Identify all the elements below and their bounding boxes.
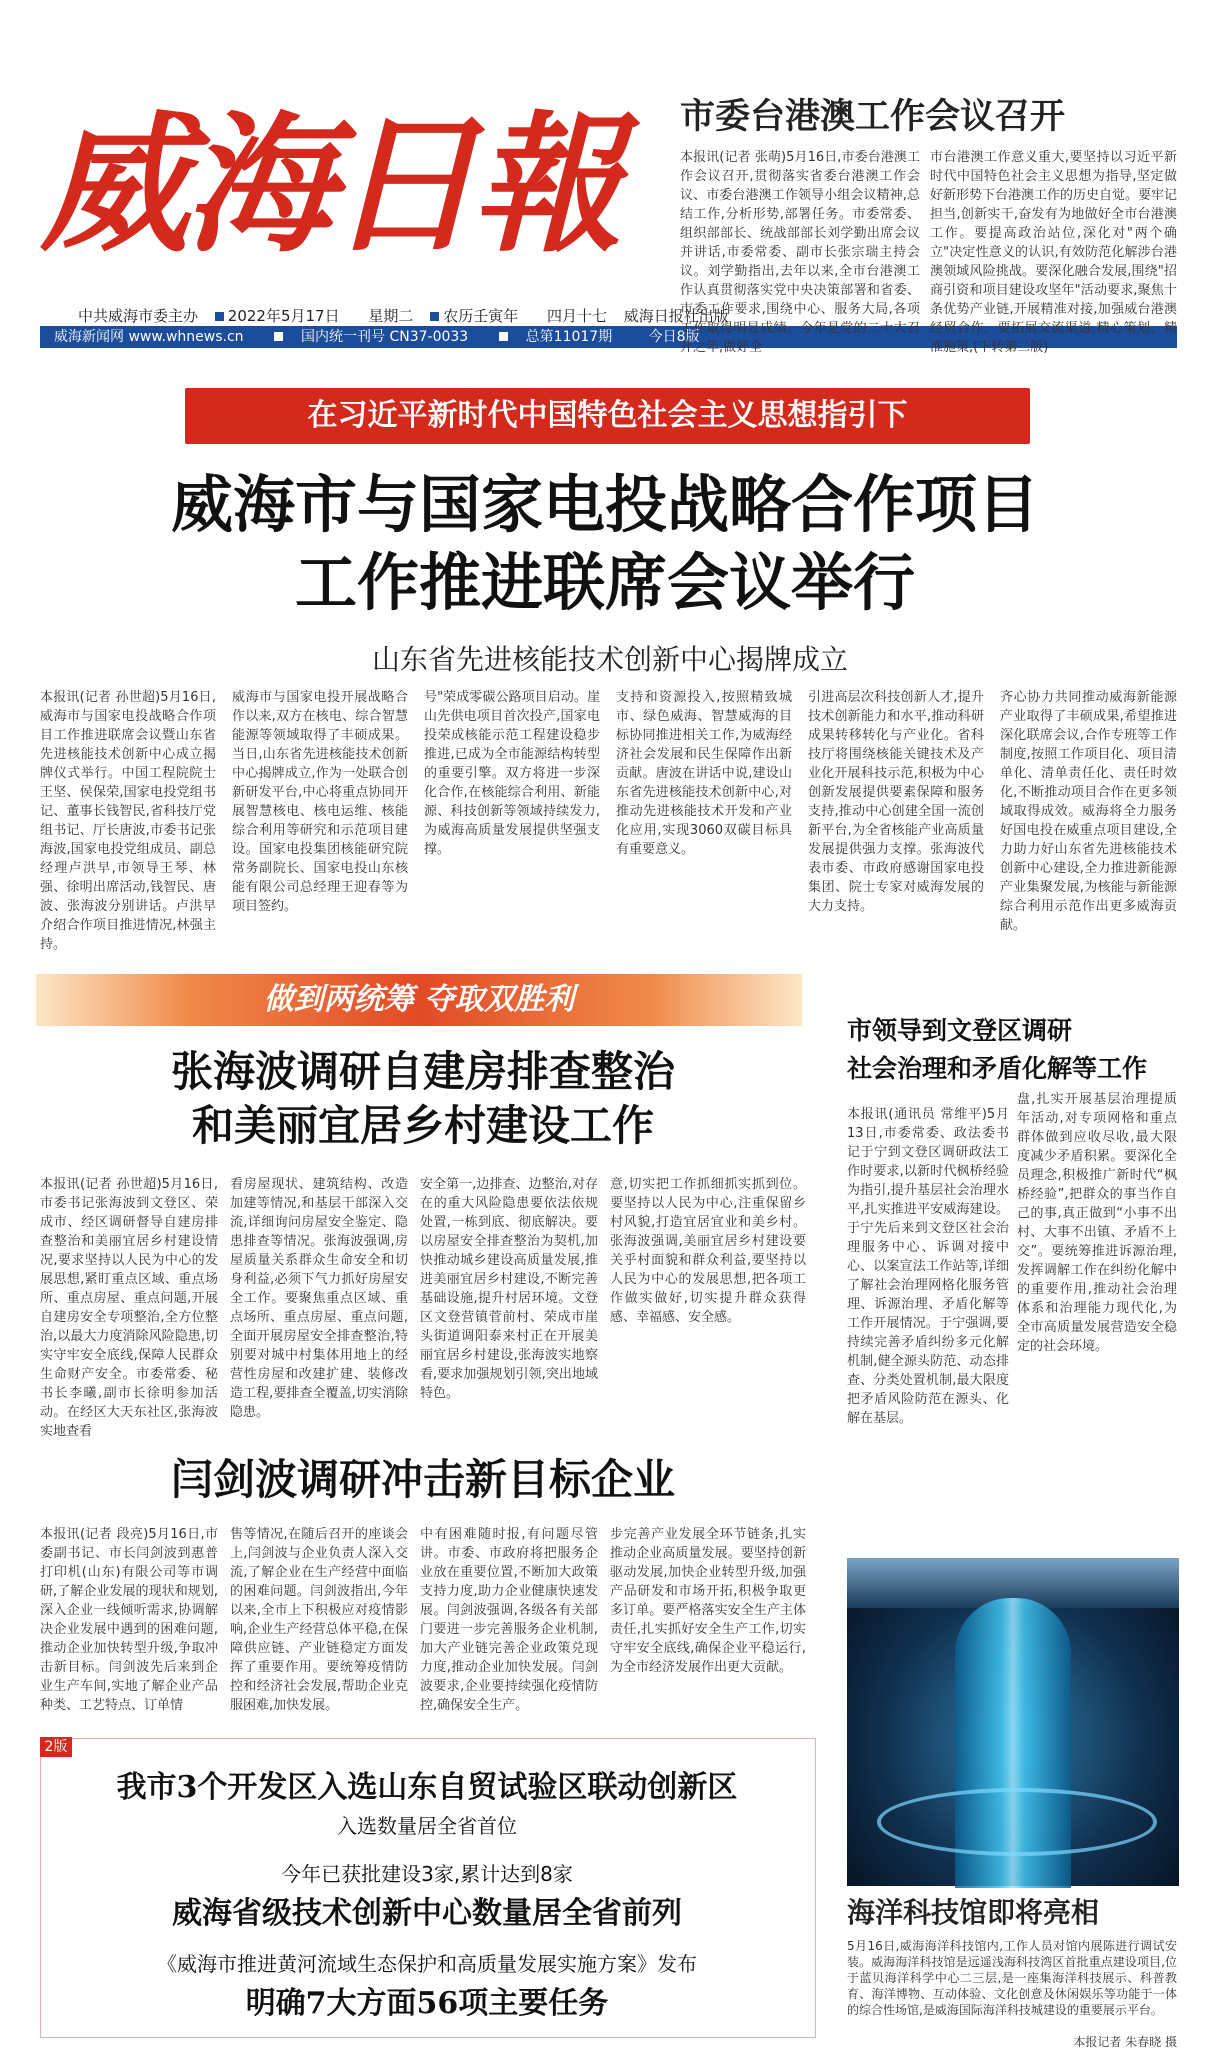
page-2-label: 2版 bbox=[40, 1737, 72, 1757]
city-leader-col-2: 盘,扎实开展基层治理提质年活动,对专项网格和重点群体做到应收尽收,最大限度减少矛盾积累。要深化全员理念,积极推广新时代“枫桥经验”,把群众的事当作自己的事,真正做到“小事不出村、大事不出镇、矛盾不上交”。要统筹推进诉源治理,发挥调解工作在纠纷化解中的重要作用,推动社会治理体系和治理能力现代化,为全市高质量发展营造安全稳定的社会环境。 bbox=[1017, 1092, 1177, 1354]
masthead-logo: 威海日報 bbox=[40, 97, 617, 273]
lead-col-6: 齐心协力共同推动威海新能源产业取得了丰硕成果,希望推进深化联席会议,合作专班等工作制度,按照工作项目化、项目清单化、清单责任化、责任时效化,不断推动项目合作在更多领域取得成效。威海将全力服务好国电投在威重点项目建设,全力助力好山东省先进核能技术创新中心建设,全力推进新能源产业集聚发展,为核能与新能源综合利用示范作出更多威海贡献。 bbox=[1000, 690, 1177, 933]
lead-banner: 在习近平新时代中国特色社会主义思想指引下 bbox=[185, 388, 1030, 444]
publication-line bbox=[78, 306, 729, 326]
zhang-col-3: 安全第一,边排查、边整治,对存在的重大风险隐患要依法依规处置,一栋到底、彻底解决。要以房屋安全排查整治为契机,加快推动城乡建设高质量发展,推进美丽宜居乡村建设,不断完善基础设施,提升村居环境。文登区文登营镇菅前村、荣成市崖头街道调阳泰来村正在开展美丽宜居乡村建设,张海波实地察看,要求加强规划引领,突出地域特色。 bbox=[420, 1177, 598, 1401]
top-story-headline[interactable]: 市委台港澳工作会议召开 bbox=[680, 96, 1066, 137]
lunar-year: 农历壬寅年 bbox=[443, 307, 519, 325]
city-leader-headline-line-1: 市领导到文登区调研 bbox=[847, 1016, 1073, 1045]
top-story-col-1: 本报讯(记者 张萌)5月16日,市委台港澳工作会议召开,贯彻落实省委台港澳工作会议、市委台港澳工作领导小组会议精神,总结工作,分析形势,部署任务。市委常委、组织部部长、统战部部长刘学勤出席会议并讲话,市委常委、副市长张宗瑞主持会议。刘学勤指出,去年以来,全市台港澳工作认真贯彻落实党中央决策部署和省委、市委工作要求,围绕中心、服务大局,各项工作取得明显成绩。今年是党的二十大召开之年,做好全 bbox=[680, 150, 920, 355]
index-subline-1: 入选数量居全省首位 bbox=[337, 1814, 517, 1838]
yan-headline[interactable]: 闫剑波调研冲击新目标企业 bbox=[170, 1455, 675, 1504]
index-preline-2: 今年已获批建设3家,累计达到8家 bbox=[281, 1862, 573, 1886]
lead-headline-line-1: 威海市与国家电投战略合作项目 bbox=[170, 468, 1039, 541]
website-link[interactable]: 威海新闻网 www.whnews.cn bbox=[54, 329, 244, 345]
zhang-headline-line-2: 和美丽宜居乡村建设工作 bbox=[191, 1101, 654, 1150]
lead-col-5: 引进高层次科技创新人才,提升技术创新能力和水平,推动科研成果转移转化与产业化。省科技厅将围绕核能关键技术及产业化开展科技示范,积极为中心创新发展提供要素保障和服务支持,推动中心创建全国一流创新平台,为全省核能产业高质量发展提供强力支撑。张海波代表市委、市政府感谢国家电投集团、院士专家对威海发展的大力支持。 bbox=[808, 690, 984, 914]
lead-headline[interactable] bbox=[80, 466, 1130, 626]
photo-caption: 5月16日,威海海洋科技馆内,工作人员对馆内展陈进行调试安装。威海海洋科技馆是远遥浅海科技湾区首批重点建设项目,位于蓝贝海洋科学中心二三层,是一座集海洋科技展示、科普教育、海洋博物、互动体验、文化创意及休闲娱乐等功能于一体的综合性场馆,是威海国际海洋科技城建设的重要展示平台。 bbox=[847, 1939, 1177, 2017]
publisher: 中共威海市委主办 bbox=[78, 307, 199, 325]
photo-credit: 本报记者 朱春晓 摄 bbox=[1073, 2035, 1177, 2049]
city-leader-headline[interactable] bbox=[847, 1012, 1177, 1102]
issn: 国内统一刊号 CN37-0033 bbox=[301, 329, 469, 345]
zhang-col-2: 看房屋现状、建筑结构、改造加建等情况,和基层干部深入交流,详细询问房屋安全鉴定、隐患排查等情况。张海波强调,房屋质量关系群众生命安全和切身利益,必须下气力抓好房屋安全工作。要聚焦重点区域、重点场所、重点房屋、重点问题,全面开展房屋安全排查整治,特别要对城中村集体用地上的经营性房屋和改建扩建、装修改造工程,要排查全覆盖,切实消除隐患。 bbox=[230, 1177, 408, 1420]
city-leader-col-1: 本报讯(通讯员 常维平)5月13日,市委常委、政法委书记于宁到文登区调研政法工作时要求,以新时代枫桥经验为指引,提升基层社会治理水平,扎实推进平安威海建设。于宁先后来到文登区社会治理服务中心、诉调对接中心、以案宣法工作站等,详细了解社会治理网格化服务管理、诉源治理、矛盾化解等工作开展情况。于宁强调,要持续完善矛盾纠纷多元化解机制,健全源头防范、动态排查、分类处置机制,最大限度把矛盾风险防范在源头、化解在基层。 bbox=[847, 1107, 1009, 1426]
top-story-col-2: 市台港澳工作意义重大,要坚持以习近平新时代中国特色社会主义思想为指导,坚定做好新形势下台港澳工作的历史自觉。要牢记担当,创新实干,奋发有为地做好全市台港澳工作。要提高政治站位,深化对"两个确立"决定性意义的认识,有效防范化解涉台港澳领域风险挑战。要深化融合发展,围绕"招商引资和项目建设攻坚年"活动要求,聚焦十条优势产业链,开展精准对接,加强威台港澳经贸合作。要拓展交流渠道,精心策划、精准施策,(下转第二版) bbox=[930, 150, 1178, 355]
photo-headline[interactable]: 海洋科技馆即将亮相 bbox=[847, 1896, 1100, 1929]
city-leader-headline-line-2: 社会治理和矛盾化解等工作 bbox=[847, 1054, 1148, 1083]
index-headline-3[interactable]: 明确7大方面56项主要任务 bbox=[245, 1986, 609, 2021]
issue-date: 2022年5月17日 bbox=[227, 307, 340, 325]
weekday: 星期二 bbox=[368, 307, 414, 325]
zhang-col-4: 意,切实把工作抓细抓实抓到位。要坚持以人民为中心,注重保留乡村风貌,打造宜居宜业和美乡村。张海波强调,美丽宜居乡村建设要关乎村面貌和群众利益,要坚持以人民为中心的发展思想,把各项工作做实做好,切实提升群众获得感、幸福感、安全感。 bbox=[610, 1177, 806, 1325]
yan-col-3: 中有困难随时报,有问题尽管讲。市委、市政府将把服务企业放在重要位置,不断加大政策支持力度,助力企业健康快速发展。闫剑波强调,各级各有关部门要进一步完善服务企业机制,加大产业链完善企业政策兑现力度,推动企业加快发展。闫剑波要求,企业要持续强化疫情防控,确保安全生产。 bbox=[420, 1527, 598, 1713]
lead-col-3: 号"荣成零碳公路项目启动。崖山先供电项目首次投产,国家电投荣成核能示范工程建设稳步推进,已成为全市能源结构转型的重要引擎。双方将进一步深化合作,在核能综合利用、新能源、科技创新等领域持续发力,为威海高质量发展提供坚强支撑。 bbox=[424, 690, 600, 857]
yan-col-2: 售等情况,在随后召开的座谈会上,闫剑波与企业负责人深入交流,了解企业在生产经营中面临的困难问题。闫剑波指出,今年以来,全市上下积极应对疫情影响,企业生产经营总体平稳,在保障供应链、产业链稳定方面发挥了重要作用。要统筹疫情防控和经济社会发展,帮助企业克服困难,加快发展。 bbox=[230, 1527, 408, 1713]
yan-col-4: 步完善产业发展全环节链条,扎实推动企业高质量发展。要坚持创新驱动发展,加快企业转型升级,加强产品研发和市场开拓,积极争取更多订单。要严格落实安全生产主体责任,扎实抓好安全生产工作,切实守牢安全底线,确保企业平稳运行,为全市经济发展作出更大贡献。 bbox=[610, 1527, 806, 1675]
lead-col-1: 本报讯(记者 孙世超)5月16日,威海市与国家电投战略合作项目工作推进联席会议暨山东省先进核能技术创新中心成立揭牌仪式举行。中国工程院院士王坚、侯保荣,国家电投党组书记、董事长钱智民,省科技厅党组书记、厅长唐波,市委书记张海波,国家电投党组成员、副总经理卢洪早,市领导王琴、林强、徐明出席活动,钱智民、唐波、张海波分别讲话。卢洪早介绍合作项目推进情况,林强主持。 bbox=[40, 690, 216, 952]
page-count: 今日8版 bbox=[648, 329, 700, 345]
lead-col-4: 支持和资源投入,按照精致城市、绿色威海、智慧威海的目标协同推进相关工作,为威海经济社会发展和民生保障作出新贡献。唐波在讲话中说,建设山东省先进核能技术创新中心,对推动先进核能技术开发和产业化应用,实现3060双碳目标具有重要意义。 bbox=[616, 690, 792, 857]
lead-headline-line-2: 工作推进联席会议举行 bbox=[294, 546, 915, 619]
zhang-col-1: 本报讯(记者 孙世超)5月16日,市委书记张海波到文登区、荣成市、经区调研督导自建房排查整治和美丽宜居乡村建设情况,要求坚持以人民为中心的发展思想,紧盯重点区域、重点场所、重点房屋、重点问题,开展自建房安全专项整治,全方位整治,以最大力度消除风险隐患,切实守牢安全底线,保障人民群众生命财产安全。市委常委、秘书长李曦,副市长徐明参加活动。在经区大天东社区,张海波实地查看 bbox=[40, 1177, 218, 1439]
ocean-museum-photo[interactable] bbox=[847, 1558, 1179, 1886]
index-headline-1[interactable]: 我市3个开发区入选山东自贸试验区联动创新区 bbox=[116, 1770, 738, 1805]
section-banner: 做到两统筹 夺取双胜利 bbox=[36, 974, 802, 1026]
press-name: 威海日报社出版 bbox=[623, 307, 729, 325]
index-preline-3: 《威海市推进黄河流域生态保护和高质量发展实施方案》发布 bbox=[157, 1952, 697, 1976]
zhang-headline[interactable] bbox=[40, 1045, 806, 1155]
issue-number: 总第11017期 bbox=[525, 329, 613, 345]
index-headline-2[interactable]: 威海省级技术创新中心数量居全省前列 bbox=[172, 1896, 682, 1931]
lead-subheadline: 山东省先进核能技术创新中心揭牌成立 bbox=[371, 643, 848, 676]
lunar-date: 四月十七 bbox=[546, 307, 607, 325]
zhang-headline-line-1: 张海波调研自建房排查整治 bbox=[170, 1047, 675, 1096]
lead-col-2: 威海市与国家电投开展战略合作以来,双方在核电、综合智慧能源等领域取得了丰硕成果。当日,山东省先进核能技术创新中心揭牌成立,作为一处联合创新研发平台,中心将重点协同开展智慧核电、核电运维、核能综合利用等研究和示范项目建设。国家电投集团核能研究院常务副院长、国家电投山东核能有限公司总经理王迎春等为项目签约。 bbox=[232, 690, 408, 914]
yan-col-1: 本报讯(记者 段亮)5月16日,市委副书记、市长闫剑波到惠普打印机(山东)有限公司等市调研,了解企业发展的现状和规划,深入企业一线倾听需求,协调解决企业发展中遇到的困难问题,推动企业加快转型升级,争取冲击新目标。闫剑波先后来到企业生产车间,实地了解企业产品种类、工艺特点、订单情 bbox=[40, 1527, 218, 1713]
